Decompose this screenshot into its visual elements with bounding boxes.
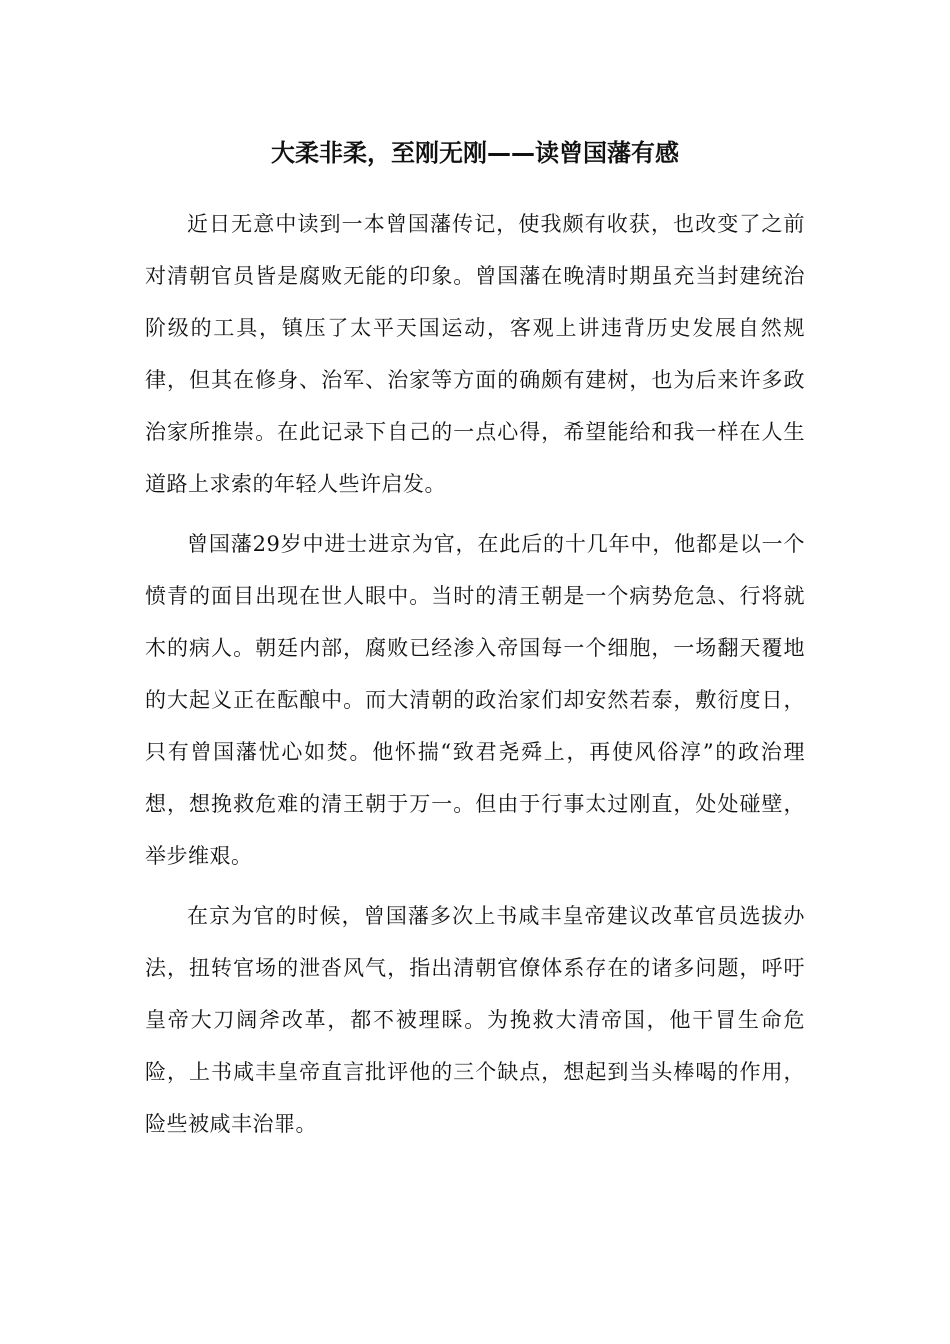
paragraph-3: 在京为官的时候，曾国藩多次上书咸丰皇帝建议改革官员选拔办法，扭转官场的泄沓风气，指出清朝官僚体系存在的诸多问题，呼吁皇帝大刀阔斧改革，都不被理睬。为挽救大清帝国，他干冒生命危险，上书咸丰皇帝直言批评他的三个缺点，想起到当头棒喝的作用，险些被咸丰治罪。 — [145, 904, 805, 1136]
paragraph-1: 近日无意中读到一本曾国藩传记，使我颇有收获，也改变了之前对清朝官员皆是腐败无能的印象。曾国藩在晚清时期虽充当封建统治阶级的工具，镇压了太平天国运动，客观上讲违背历史发展自然规律，但其在修身、治军、治家等方面的确颇有建树，也为后来许多政治家所推崇。在此记录下自己的一点心得，希望能给和我一样在人生道路上求索的年轻人些许启发。 — [145, 212, 805, 496]
paragraph-2: 曾国藩29岁中进士进京为官，在此后的十几年中，他都是以一个愤青的面目出现在世人眼中。当时的清王朝是一个病势危急、行将就木的病人。朝廷内部，腐败已经渗入帝国每一个细胞，一场翻天覆地的大起义正在酝酿中。而大清朝的政治家们却安然若泰，敷衍度日，只有曾国藩忧心如焚。他怀揣“致君尧舜上，再使风俗淳”的政治理想，想挽救危难的清王朝于万一。但由于行事太过刚直，处处碰壁，举步维艰。 — [145, 532, 805, 868]
document-title: 大柔非柔，至刚无刚——读曾国藩有感 — [271, 139, 679, 167]
